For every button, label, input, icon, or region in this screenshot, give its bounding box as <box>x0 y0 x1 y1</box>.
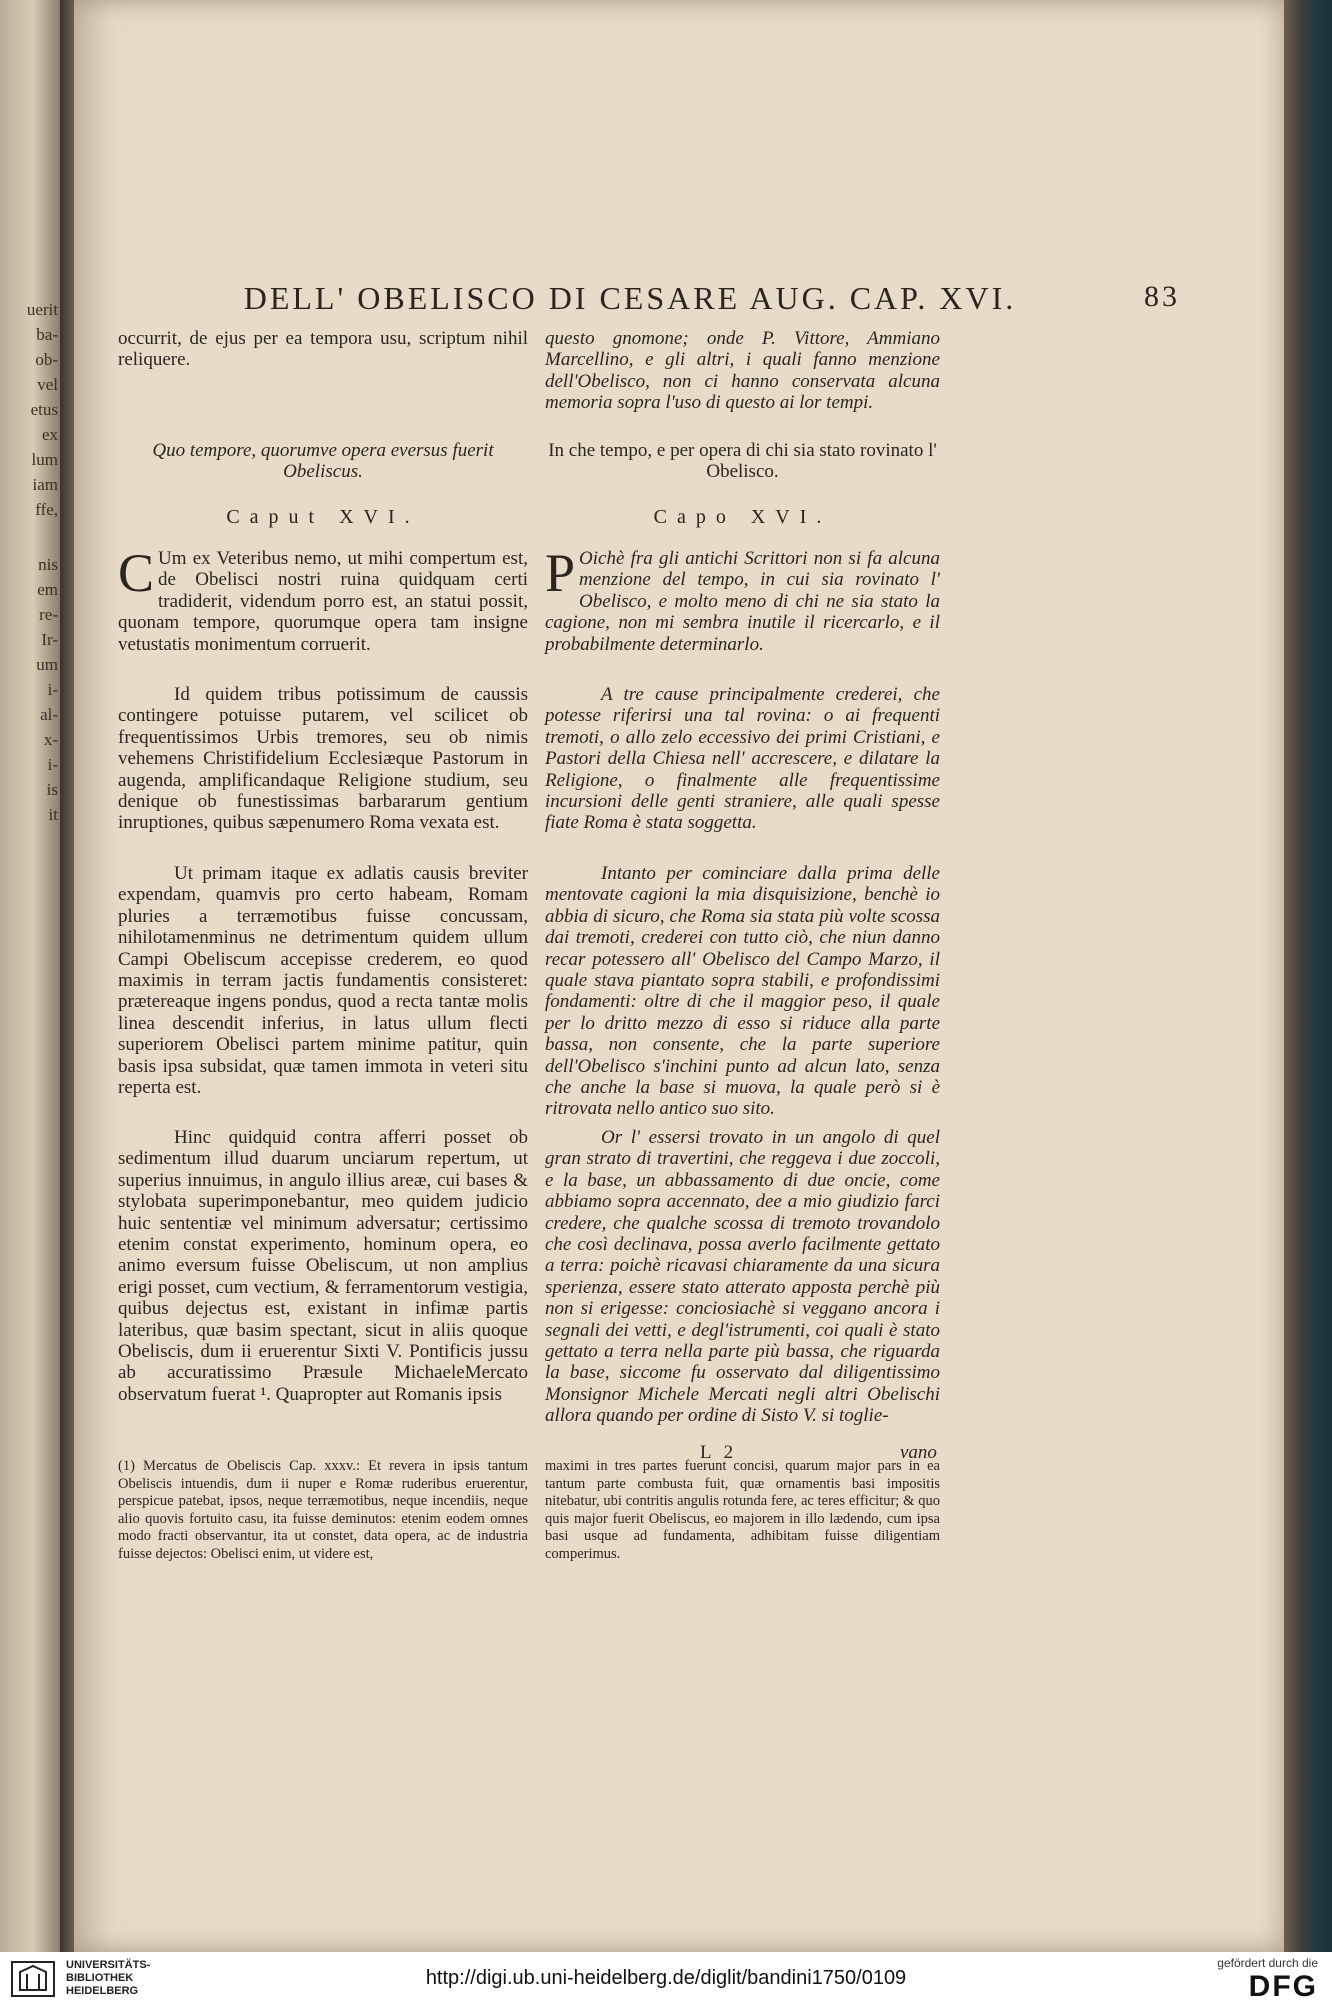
running-header <box>110 280 1180 317</box>
italian-chapter-label: Capo XVI. <box>653 506 832 528</box>
latin-paragraph-1: C Um ex Veteribus nemo, ut mihi compertum est, de Obelisci nostri ruina quidquam certi tradiderit, videndum porro est, an statui possit, quonam tempore, quorumque opera tam insigne vetustatis monimentum corruerit. <box>118 543 528 655</box>
left-page-edge <box>0 0 60 1952</box>
latin-footnote: (1) Mercatus de Obeliscis Cap. xxxv.: Et revera in ipsis tantum Obeliscis intuendis, dum ii nuper e Romæ ruderibus eruerentur, perspicue patebat, ipsos, neque terræmotibus, neque incendiis, neque alio quovis fortuito casu, ita fuisse deminutos: etenim eodem omnes modo fracti observantur, ita ut constet, data opera, ac de industria fuisse dejectos: Obelisci enim, ut videre est, <box>118 1458 528 1562</box>
left-page-fragment: x- <box>43 730 58 749</box>
latin-paragraph-2: Id quidem tribus potissimum de caussis contingere potuisse putarem, vel scilicet ob frequentissimos Urbis tremores, seu ob nimis vehemens Christifidelium Ecclesiæque Pastorum in augenda, amplificandaque Religione studium, seu denique ob funestissimas barbararum gentium inruptiones, quibus sæpenumero Roma vexata est. <box>118 684 528 834</box>
dfg-logo: DFG <box>1248 1970 1318 2003</box>
left-page-fragment: is <box>46 780 58 799</box>
left-page-fragment: i- <box>47 680 58 699</box>
italian-paragraph-3: Intanto per cominciare dalla prima delle mentovate cagioni la mia disquisizione, benchè io abbia di sicuro, che Roma sia stata più volte scossa dai tremoti, crederei con tutto ciò, che niun danno recar potessero all' Obelisco del Campo Marzo, il quale stava piantato sopra stabili, e profondissimi fondamenti: oltre di che il maggior peso, il quale per lo dritto mezzo di esso si riduce alla parte bassa, non consente, che la parte superiore dell'Obelisco s'inchini punto ad alcun lato, senza che anche la base si muova, la quale però si è ritrovata nello antico suo sito. <box>545 863 940 1120</box>
catchword: vano <box>900 1442 937 1463</box>
signature-mark: L 2 <box>700 1442 738 1463</box>
left-page-fragment: i- <box>47 755 58 774</box>
left-page-fragment: lum <box>31 450 58 469</box>
latin-paragraph-3: Ut primam itaque ex adlatis causis breviter expendam, quamvis pro certo habeam, Romam pluries a terræmotibus fuisse concussam, nihilotamenminus ne detrimentum quidem ullum Campi Obeliscum accepisse crederem, eo quod maximis in terram jactis fundamentis consisteret: prætereaque ingens pondus, quod a recta tantæ molis linea descendit inferius, in latus ullum flecti superiorem Obelisci partem minime patitur, quin basis ipsa subsidat, quæ tamen immota in veteri situ reperta est. <box>118 863 528 1099</box>
viewer-footer <box>0 1952 1332 2005</box>
left-page-fragment: ex <box>41 425 58 444</box>
left-page-fragment: al- <box>40 705 58 724</box>
left-page-fragment: nis <box>38 555 58 574</box>
italian-intro: questo gnomone; onde P. Vittore, Ammiano Marcellino, e gli altri, i quali fanno menzione dell'Obelisco, non ci hanno conservata alcuna memoria sopra l'uso di questo ai lor tempi. <box>545 328 940 414</box>
left-page-fragment: etus <box>30 400 58 419</box>
latin-drop-cap: C <box>118 543 155 603</box>
left-page-fragment: um <box>36 655 58 674</box>
funding-label: gefördert durch die <box>1217 1956 1318 1970</box>
italian-drop-cap: P <box>545 543 576 603</box>
header-title: DELL' OBELISCO DI CESARE AUG. CAP. XVI. <box>243 280 1017 316</box>
left-page-fragment: Ir- <box>41 630 58 649</box>
italian-paragraph-2: A tre cause principalmente crederei, che potesse riferirsi una tal rovina: o ai frequenti tremoti, o allo zelo eccessivo dei primi Cristiani, e Pastori della Chiesa nell' accrescere, e dilatare la Religione, o finalmente alle frequentissime incursioni delle genti straniere, alle quali spesse fiate Roma è stata soggetta. <box>545 684 940 834</box>
book-cover-edge <box>1284 0 1332 1952</box>
page-number: 83 <box>1144 280 1180 313</box>
latin-paragraph-4: Hinc quidquid contra afferri posset ob sedimentum illud duarum unciarum repertum, ut superius innuimus, in angulo illius areæ, cui bases & stylobata superimponebantur, meo quidem judicio huic sententiæ vel minimum adversatur; certissimo etenim constat experimento, hominum opera, eo animo eversum fuisse Obeliscum, ut non amplius erigi posset, cum vectium, & ferramentorum vestigia, quibus dejectus est, existant in infimæ partis lateribus, quæ basim spectant, sicut in aliis quoque Obeliscis, dum ii eruerentur Sixti V. Pontificis jussu ab accuratissimo Præsule MichaeleMercato observatum fuerat ¹. Quapropter aut Romanis ipsis <box>118 1127 528 1405</box>
italian-paragraph-4: Or l' essersi trovato in un angolo di quel gran strato di travertini, che reggeva i due zoccoli, e la base, un abbassamento di due oncie, come abbiamo sopra accennato, dee a mio giudizio farci credere, che qualche scossa di tremoto trovandolo che così declinava, possa averlo facilmente gettato a terra: poichè ricavasi chiaramente da una sicura sperienza, essere stato atterato apposta perchè più non si erigesse: conciosiachè si veggano ancora i segnali dei vetti, e degl'istrumenti, coi quali è stato gettato a terra nella parte più bassa, che riguarda la base, siccome fu osservato dal diligentissimo Monsignor Michele Mercati negli altri Obelischi allora quando per ordine di Sisto V. si toglie- <box>545 1127 940 1427</box>
left-page-fragment: ffe, <box>35 500 58 519</box>
left-page-fragment: ob- <box>35 350 58 369</box>
italian-section-heading: In che tempo, e per opera di chi sia stato rovinato l' Obelisco. <box>548 440 937 483</box>
left-page-fragment: iam <box>32 475 58 494</box>
left-page-fragment: em <box>37 580 58 599</box>
latin-section-heading: Quo tempore, quorumve opera eversus fuerit Obeliscus. <box>152 440 494 483</box>
left-page-fragment: ba- <box>36 325 58 344</box>
left-page-fragment: vel <box>37 375 58 394</box>
latin-intro: occurrit, de ejus per ea tempora usu, scriptum nihil reliquere. <box>118 328 528 371</box>
italian-paragraph-1: P Oichè fra gli antichi Scrittori non si fa alcuna menzione del tempo, in cui sia rovinato l' Obelisco, e molto meno di chi ne sia stato la cagione, non mi sembra inutile il ricercarlo, e il probabilmente determinarlo. <box>545 543 940 655</box>
left-page-fragment: re- <box>39 605 58 624</box>
left-page-fragment: it <box>48 805 58 824</box>
library-name: UNIVERSITÄTS- BIBLIOTHEK HEIDELBERG <box>66 1959 151 1997</box>
document-url-link[interactable]: http://digi.ub.uni-heidelberg.de/diglit/bandini1750/0109 <box>425 1967 907 1989</box>
italian-footnote: maximi in tres partes fuerunt concisi, quarum major pars in ea tantum parte combusta fuit, quæ ornamentis basi impositis nitebatur, ubi contritis angulis rotunda fere, ac teres efficitur; & quo quis major fuerit Obeliscus, eo majorem in illo lædendo, cum ipsa basi usque ad fundamenta, adhibitam fuisse diligentiam comperimus. <box>545 1458 940 1562</box>
left-page-fragment: uerit <box>26 300 58 319</box>
book-gutter <box>60 0 74 1952</box>
latin-chapter-label: Caput XVI. <box>226 506 420 528</box>
